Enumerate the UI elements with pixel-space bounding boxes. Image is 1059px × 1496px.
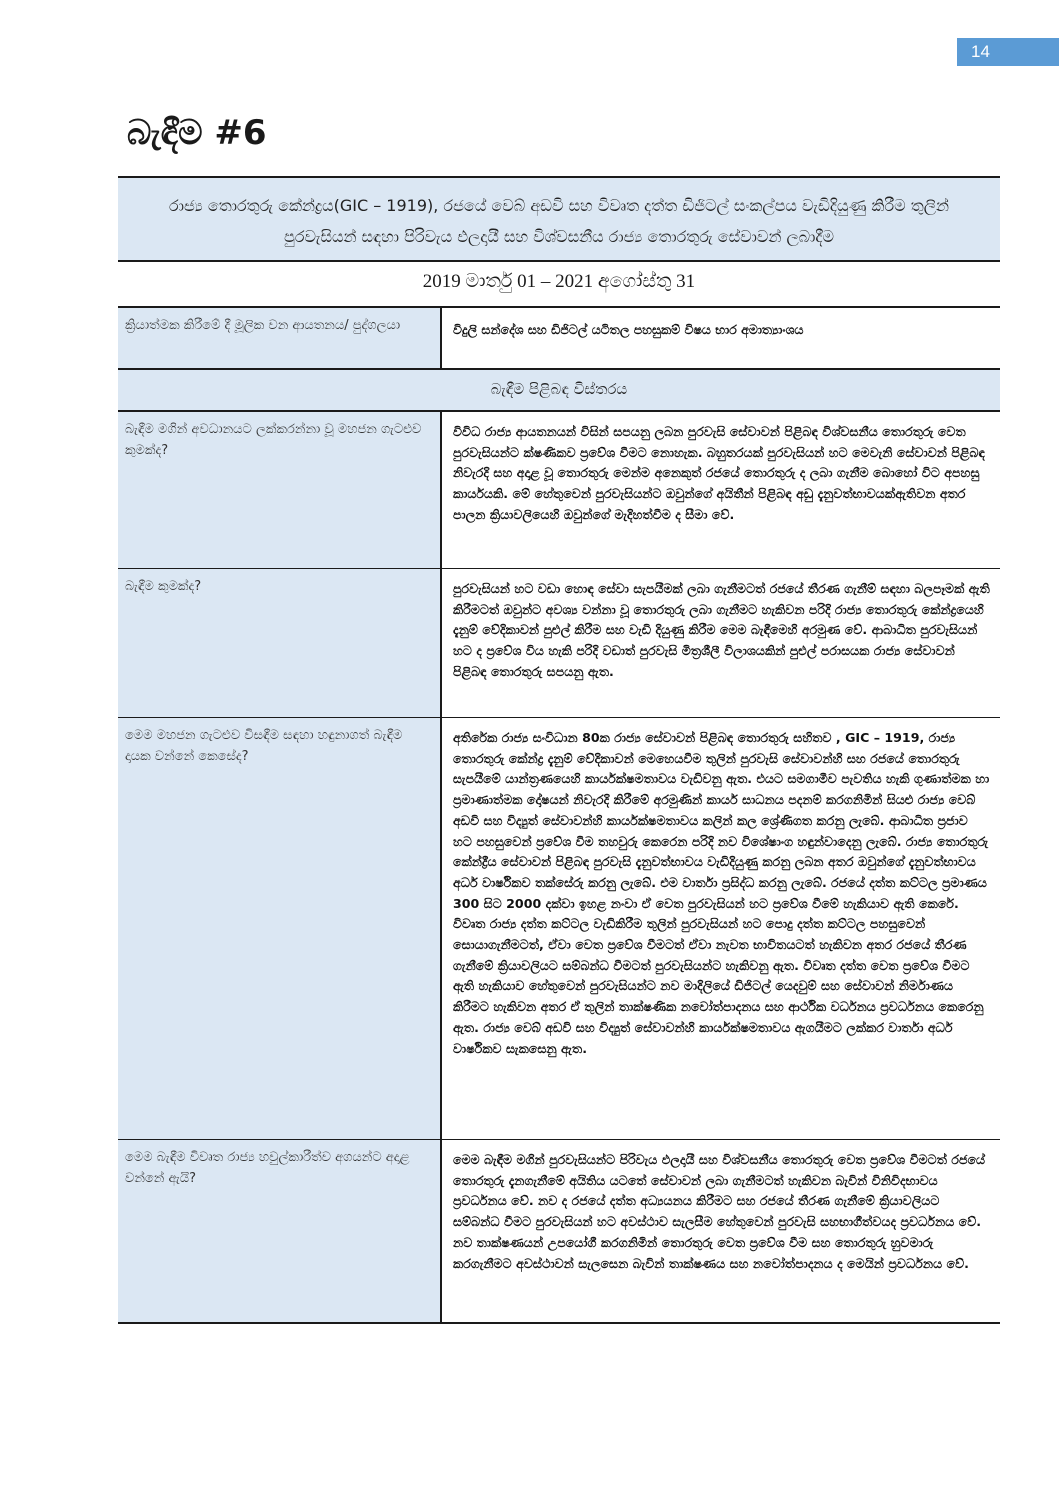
commitment-table xyxy=(118,176,1000,1324)
commitment-heading: බැඳීම #6 xyxy=(127,113,267,153)
page-number: 14 xyxy=(957,38,1059,66)
row-answer: අතිරේක රාජ්‍ය සංවිධාන 80ක රාජ්‍ය සේවාවන් පිළිබඳ තොරතුරු සහිතව , GIC – 1919, රාජ්‍ය තොරතුරු කේන්ද්‍ර දැනුම් වේදිකාවන් මෙහෙයවීම තුලින් පුරවැසි සේවාවන්හි සහ රජයේ තොරතුරු සැපයීමේ යාන්ත්‍රණයෙහි කාර්යක්ෂමතාවය වැඩිවනු ඇත. එයට සමගාමීව පැවතිය හැකි ගුණාත්මක හා ප්‍රමාණාත්මක දෝෂයන් නිවැරදි කිරීමේ අරමුණින් කාර්ය සාධනය පදනම් කරගනිමින් සියළු රාජ්‍ය වෙබ් අඩවි සහ විද්‍යුත් සේවාවන්හි කාර්යක්ෂමතාවය කලින් කල ශ්‍රේණිගත කරනු ලැබේ. ආබාධිත ප්‍රජාව හට පහසුවෙන් ප්‍රවේශ වීම තහවුරු කෙරෙන පරිදි නව විශේෂාංග හඳුන්වාදෙනු ලැබේ. රාජ්‍ය තොරතුරු කේන්ද්‍රීය සේවාවන් පිළිබඳ පුරවැසි දැනුවත්භාවය වැඩිදියුණු කරනු ලබන අතර ඔවුන්ගේ දැනුවත්භාවය අර්ධ වාර්ෂිකව තක්සේරු කරනු ලැබේ. එම වාර්තා ප්‍රසිද්ධ කරනු ලැබේ. රජයේ දත්ත කට්ටල ප්‍රමාණය 300 සිට 2000 දක්වා ඉහළ නංවා ඒ වෙත පුරවැසියන් හට ප්‍රවේශ වීමේ හැකියාව ඇති කෙරේ. විවෘත රාජ්‍ය දත්ත කට්ටල වැඩිකිරීම තුලින් පුරවැසියන් හට පොදු දත්ත කට්ටල පහසුවෙන් සොයාගැනීමටත්, ඒවා වෙත ප්‍රවේශ වීමටත් ඒවා නැවත භාවිතයටත් හැකිවන අතර රජයේ තීරණ ගැනීමේ ක්‍රියාවලියට සම්බන්ධ වීමටත් පුරවැසියන්ට හැකිවනු ඇත. විවෘත දත්ත වෙත ප්‍රවේශ වීමට ඇති හැකියාව හේතුවෙන් පුරවැසියන්ට නව මාදිලියේ ඩිජිටල් යෙදවුම් සහ සේවාවන් නිර්මාණය කිරීමට හැකිවන අතර ඒ තුලින් තාක්ෂණික නවෝත්පාදනය සහ ආර්ථික වර්ධනය ප්‍රවර්ධනය කෙරෙනු ඇත. රාජ්‍ය වෙබ් අඩවි සහ විද්‍යුත් සේවාවන්හි කාර්යක්ෂමතාවය ඇගයීමට ලක්කර වාර්තා අර්ධ වාර්ෂිකව සැකසෙනු ඇත. xyxy=(453,730,990,1056)
row-answer: මෙම බැඳීම මගින් පුරවැසියන්ට පිරිවැය ඵලදායී සහ විශ්වසනීය තොරතුරු වෙත ප්‍රවේශ වීමටත් රජයේ තොරතුරු දැනගැනීමේ අයිතිය යටතේ සේවාවන් ලබා ගැනීමටත් හැකිවන බැවින් විනිවිදභාවය ප්‍රවර්ධනය වේ. නව ද රජයේ දත්ත අධ්‍යයනය කිරීමට සහ රජයේ තීරණ ගැනීමේ ක්‍රියාවලියට සම්බන්ධ වීමට පුරවැසියන් හට අවස්ථාව සැලසීම හේතුවෙන් පුරවැසි සහභාගීත්වයද ප්‍රවර්ධනය වේ. නව තාක්ෂණයන් උපයෝගී කරගනිමින් තොරතුරු වෙත ප්‍රවේශ වීම සහ තොරතුරු හුවමාරු කරගැනීමට අවස්ථාවන් සැලසෙන බැවින් තාක්ෂණය සහ නවෝත්පාදනය ද මෙයින් ප්‍රවර්ධනය වේ. xyxy=(453,1152,986,1271)
row-question: බැඳීම කුමක්ද? xyxy=(118,569,442,717)
commitment-title: රාජ්‍ය තොරතුරු කේන්ද්‍රය(GIC – 1919), රජයේ වෙබ් අඩවි සහ විවෘත දත්ත ඩිජිටල් සංකල්පය වැඩිදියුණු කිරීම තුලින් පුරවැසියන් සඳහා පිරිවැය ඵලදායී සහ විශ්වසනීය රාජ්‍ය තොරතුරු සේවාවන් ලබාදීම xyxy=(118,178,1000,262)
lead-agency-row xyxy=(118,308,1000,368)
lead-agency-value: විදුලි සන්දේශ සහ ඩිජිටල් යටිතල පහසුකම් විෂය භාර අමාත්‍යාංශය xyxy=(453,322,804,337)
row-question: මෙම මහජන ගැටළුව විසඳීම සඳහා හඳුනාගත් බැඳීම දායක වන්නේ කෙසේද? xyxy=(118,718,442,1139)
lead-agency-label: ක්‍රියාත්මක කිරීමේ දී මූලික වන ආයතනය/ පුද්ගලයා xyxy=(118,308,442,368)
table-row xyxy=(118,568,1000,717)
row-question: මෙම බැඳීම විවෘත රාජ්‍ය හවුල්කාරීත්ව අගයන්ට අදාළ වන්නේ ඇයි? xyxy=(118,1140,442,1322)
table-row xyxy=(118,410,1000,568)
table-row xyxy=(118,1139,1000,1322)
table-row xyxy=(118,717,1000,1139)
row-question: බැඳීම මගින් අවධානයට ලක්කරන්නා වූ මහජන ගැටළුව කුමක්ද? xyxy=(118,412,442,568)
row-answer: පුරවැසියන් හට වඩා හොඳ සේවා සැපයීමක් ලබා ගැනීමටත් රජයේ තීරණ ගැනීම් සඳහා බලපෑමක් ඇති කිරීමටත් ඔවුන්ට අවශ්‍ය වන්නා වූ තොරතුරු ලබා ගැනීමට හැකිවන පරිදි රාජ්‍ය තොරතුරු කේන්ද්‍රයෙහි දැනුම් වේදිකාවන් පුළුල් කිරීම සහ වැඩි දියුණු කිරීම මෙම බැඳීමෙහි අරමුණ වේ. ආබාධිත පුරවැසියන් හට ද ප්‍රවේශ විය හැකි පරිදි වඩාත් පුරවැසි මිත්‍රශීලී විලාශයකින් පුළුල් පරාසයක රාජ්‍ය සේවාවන් පිළිබඳ තොරතුරු සපයනු ඇත. xyxy=(453,581,990,679)
commitment-dates: 2019 මාර්තු 01 – 2021 අගෝස්තු 31 xyxy=(118,262,1000,308)
row-answer: විවිධ රාජ්‍ය ආයතනයන් විසින් සපයනු ලබන පුරවැසි සේවාවන් පිළිබඳ විශ්වසනීය තොරතුරු වෙත පුරවැසියන්ට ක්ෂණිකව ප්‍රවේශ වීමට නොහැක. බහුතරයක් පුරවැසියන් හට මෙවැනි සේවාවන් පිළිබඳ නිවැරදි සහ අදාළ වූ තොරතුරු මෙන්ම අනෙකුත් රජයේ තොරතුරු ද ලබා ගැනීම බොහෝ විට අපහසු කාර්යයකි. මේ හේතුවෙන් පුරවැසියන්ට ඔවුන්ගේ අයිතීන් පිළිබඳ අඩු දැනුවත්භාවයක්ඇතිවන අතර පාලන ක්‍රියාවලියෙහි ඔවුන්ගේ මැදිහත්වීම ද සීමා වේ. xyxy=(453,424,985,522)
section-title: බැඳීම පිළිබඳ විස්තරය xyxy=(118,368,1000,410)
